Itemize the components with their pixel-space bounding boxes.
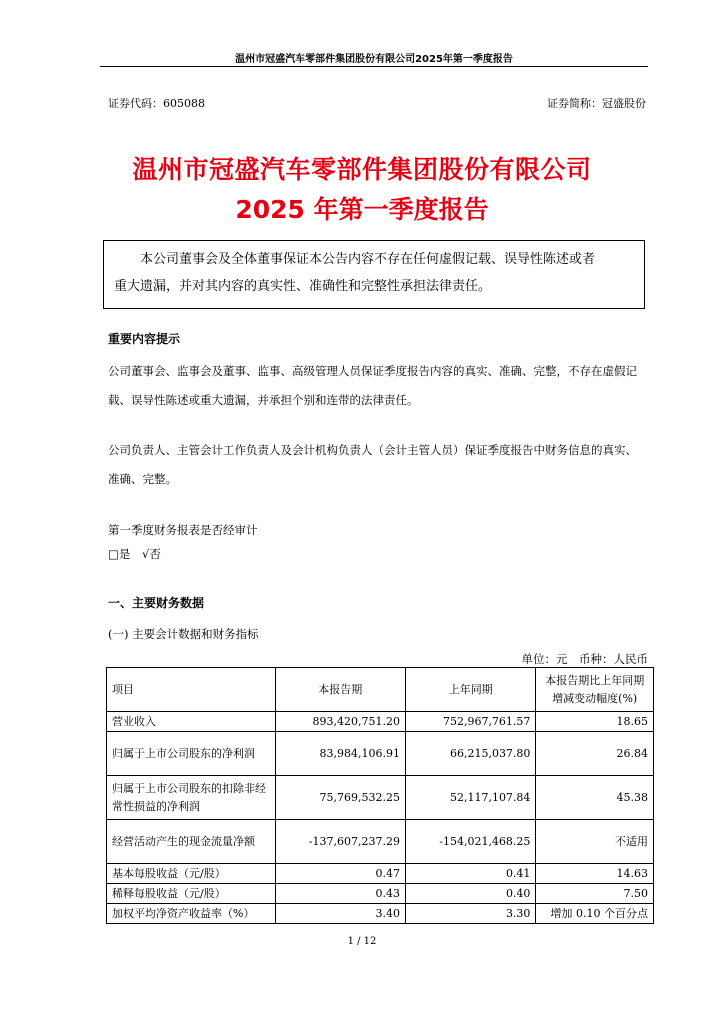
table-header-cell: 项目: [107, 668, 276, 712]
table-cell-change: 18.65: [536, 712, 654, 732]
table-row: [107, 864, 654, 884]
disclaimer-line-2: 重大遗漏，并对其内容的真实性、准确性和完整性承担法律责任。: [114, 279, 492, 294]
important-paragraph-2: 公司负责人、主管会计工作负责人及会计机构负责人（会计主管人员）保证季度报告中财务信息的真实、准确、完整。: [108, 443, 637, 486]
table-row: [107, 884, 654, 904]
financial-table: [106, 667, 654, 924]
table-row: [107, 820, 654, 864]
security-info: [108, 95, 646, 111]
table-cell-item: 归属于上市公司股东的扣除非经常性损益的净利润: [107, 776, 276, 820]
running-header: 温州市冠盛汽车零部件集团股份有限公司2025年第一季度报告: [235, 54, 513, 65]
table-row: [107, 732, 654, 776]
table-cell-change: 14.63: [536, 864, 654, 884]
table-cell-change: 26.84: [536, 732, 654, 776]
table-cell-prior: -154,021,468.25: [406, 820, 536, 864]
important-heading: 重要内容提示: [108, 332, 181, 346]
disclaimer-box: [103, 240, 645, 309]
unit-currency-note: 单位：元 币种：人民币: [521, 652, 648, 666]
audit-no-label: 否: [149, 547, 161, 561]
table-cell-change: 增加 0.10 个百分点: [536, 904, 654, 924]
table-row: [107, 776, 654, 820]
table-cell-prior: 0.40: [406, 884, 536, 904]
checkbox-empty-icon: □: [108, 547, 119, 561]
audit-answer: [108, 546, 161, 562]
table-cell-change: 45.38: [536, 776, 654, 820]
table-cell-current: 0.47: [275, 864, 405, 884]
table-cell-current: -137,607,237.29: [275, 820, 405, 864]
company-title: 温州市冠盛汽车零部件集团股份有限公司: [132, 155, 592, 184]
important-paragraph-1: 公司董事会、监事会及董事、监事、高级管理人员保证季度报告内容的真实、准确、完整，不存在虚假记载、误导性陈述或重大遗漏，并承担个别和连带的法律责任。: [108, 364, 637, 407]
table-cell-item: 归属于上市公司股东的净利润: [107, 732, 276, 776]
security-code: 证券代码：605088: [108, 97, 205, 110]
table-cell-item: 经营活动产生的现金流量净额: [107, 820, 276, 864]
table-cell-prior: 0.41: [406, 864, 536, 884]
audit-yes-label: 是: [118, 547, 131, 561]
header-divider: [100, 66, 648, 67]
section-heading-financial: 一、主要财务数据: [108, 596, 205, 610]
table-cell-current: 0.43: [275, 884, 405, 904]
page-number: 1 / 12: [347, 936, 377, 947]
table-cell-prior: 66,215,037.80: [406, 732, 536, 776]
check-mark-icon: √: [142, 547, 150, 561]
table-header-cell: 本报告期: [275, 668, 405, 712]
report-title: 2025 年第一季度报告: [235, 195, 489, 224]
table-cell-change: 不适用: [536, 820, 654, 864]
security-abbr: 证券简称：冠盛股份: [547, 97, 646, 110]
table-cell-prior: 752,967,761.57: [406, 712, 536, 732]
audit-question: 第一季度财务报表是否经审计: [108, 523, 258, 537]
table-cell-current: 3.40: [275, 904, 405, 924]
table-cell-item: 基本每股收益（元/股）: [107, 864, 276, 884]
table-row: [107, 904, 654, 924]
table-cell-current: 83,984,106.91: [275, 732, 405, 776]
table-cell-item: 加权平均净资产收益率（%）: [107, 904, 276, 924]
table-cell-prior: 52,117,107.84: [406, 776, 536, 820]
disclaimer-line-1: 本公司董事会及全体董事保证本公告内容不存在任何虚假记载、误导性陈述或者: [140, 252, 596, 267]
table-cell-prior: 3.30: [406, 904, 536, 924]
subsection-heading: (一) 主要会计数据和财务指标: [108, 627, 259, 641]
table-header-cell: 本报告期比上年同期增减变动幅度(%): [536, 668, 654, 712]
table-cell-change: 7.50: [536, 884, 654, 904]
table-cell-current: 75,769,532.25: [275, 776, 405, 820]
table-header-cell: 上年同期: [406, 668, 536, 712]
table-cell-current: 893,420,751.20: [275, 712, 405, 732]
table-row: [107, 712, 654, 732]
table-cell-item: 稀释每股收益（元/股）: [107, 884, 276, 904]
table-header-row: [107, 668, 654, 712]
table-cell-item: 营业收入: [107, 712, 276, 732]
